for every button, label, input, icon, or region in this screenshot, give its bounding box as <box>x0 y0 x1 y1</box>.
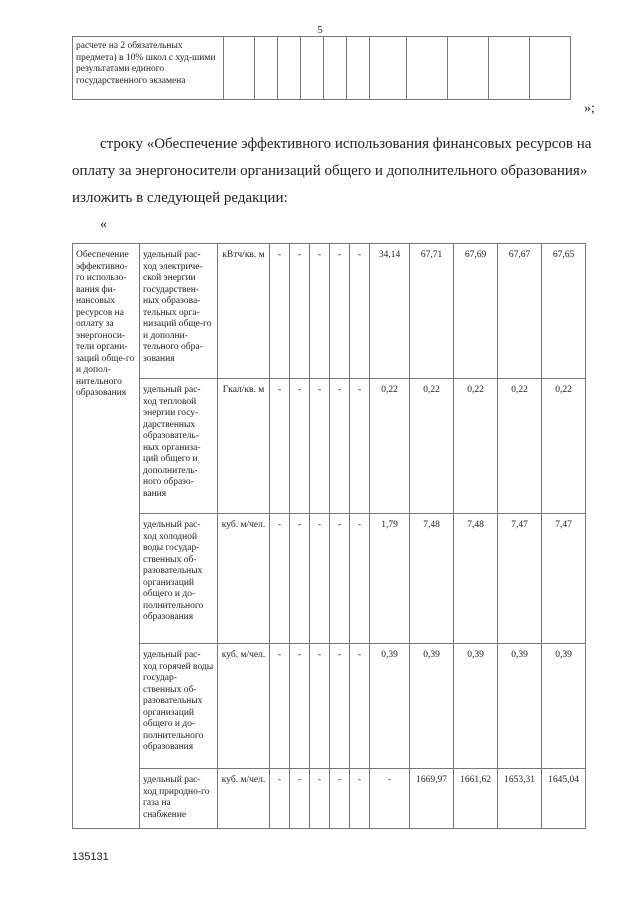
value-cell: 0,22 <box>370 379 410 514</box>
value-cell: 0,22 <box>410 379 454 514</box>
value-cell: - <box>330 379 350 514</box>
value-cell: - <box>350 514 370 644</box>
indicator-cell: удельный рас-ход природно-го газа на снабжение <box>140 769 218 829</box>
value-cell: 0,39 <box>542 644 586 769</box>
top-fragment-cell <box>73 37 224 100</box>
value-cell: - <box>270 244 290 379</box>
value-cell: - <box>310 379 330 514</box>
empty-cell <box>301 37 324 100</box>
table-row <box>73 514 586 644</box>
value-cell: 0,22 <box>454 379 498 514</box>
page-number: 5 <box>317 24 323 36</box>
empty-cell <box>347 37 370 100</box>
unit-cell: куб. м/чел. <box>218 644 270 769</box>
empty-cell <box>224 37 255 100</box>
amendment-paragraph: строку «Обеспечение эффективного использования финансовых ресурсов на оплату за энергоносители организаций общего и дополнительного образования» изложить в следующей редакции: <box>72 136 592 206</box>
indicator-cell: удельный рас-ход горячей воды государ-ственных об-разовательных организаций общего и до-полнительного образования <box>140 644 218 769</box>
top-table-fragment <box>72 36 571 100</box>
value-cell: 0,39 <box>498 644 542 769</box>
value-cell: 7,47 <box>498 514 542 644</box>
table-row <box>73 244 586 379</box>
value-cell: - <box>270 769 290 829</box>
indicator-cell: удельный рас-ход холодной воды государ-ственных об-разовательных организаций общего и до-полнительного образования <box>140 514 218 644</box>
value-cell: 67,71 <box>410 244 454 379</box>
value-cell: - <box>350 644 370 769</box>
top-fragment-text: расчете на 2 обязательных предмета) в 10% школ с худ-шими результатами единого государственного экзамена <box>76 41 216 86</box>
value-cell: - <box>290 244 310 379</box>
document-code: 135131 <box>72 851 109 863</box>
value-cell: 1669,97 <box>410 769 454 829</box>
value-cell: 0,22 <box>498 379 542 514</box>
opening-quote: « <box>100 217 107 232</box>
empty-cell <box>489 37 530 100</box>
value-cell: - <box>330 244 350 379</box>
empty-cell <box>324 37 347 100</box>
indicators-table <box>72 243 586 829</box>
value-cell: - <box>290 769 310 829</box>
empty-cell <box>255 37 278 100</box>
indicator-cell: удельный рас-ход электриче-ской энергии государствен-ных образова-тельных орга-низаций обще-го и дополни-тельного обра-зования <box>140 244 218 379</box>
empty-cell <box>370 37 407 100</box>
value-cell: - <box>310 769 330 829</box>
value-cell: 34,14 <box>370 244 410 379</box>
category-cell: Обеспечение эффективно-го использо-вания фи-нансовых ресурсов на оплату за энергоноси-тели органи-заций обще-го и допол-нительного образования <box>73 244 140 829</box>
value-cell: - <box>290 514 310 644</box>
value-cell: - <box>310 514 330 644</box>
unit-cell: кВтч/кв. м <box>218 244 270 379</box>
table-row <box>73 37 571 100</box>
value-cell: - <box>350 379 370 514</box>
value-cell: 67,65 <box>542 244 586 379</box>
unit-cell: куб. м/чел. <box>218 769 270 829</box>
value-cell: 0,22 <box>542 379 586 514</box>
unit-cell: Гкал/кв. м <box>218 379 270 514</box>
table-row <box>73 379 586 514</box>
table-row <box>73 644 586 769</box>
table-row <box>73 769 586 829</box>
indicator-cell: удельный рас-ход тепловой энергии госу-дарственных образователь-ных организа-ций общего и дополнитель-ного образо-вания <box>140 379 218 514</box>
value-cell: - <box>370 769 410 829</box>
value-cell: 7,47 <box>542 514 586 644</box>
value-cell: 0,39 <box>410 644 454 769</box>
value-cell: 0,39 <box>370 644 410 769</box>
value-cell: 7,48 <box>454 514 498 644</box>
value-cell: - <box>270 644 290 769</box>
value-cell: - <box>290 644 310 769</box>
value-cell: - <box>310 244 330 379</box>
value-cell: 1653,31 <box>498 769 542 829</box>
value-cell: - <box>310 644 330 769</box>
value-cell: - <box>330 644 350 769</box>
value-cell: - <box>330 769 350 829</box>
value-cell: - <box>270 379 290 514</box>
value-cell: 1661,62 <box>454 769 498 829</box>
closing-quote: »; <box>584 101 595 116</box>
unit-cell: куб. м/чел. <box>218 514 270 644</box>
value-cell: 67,67 <box>498 244 542 379</box>
empty-cell <box>530 37 571 100</box>
value-cell: - <box>290 379 310 514</box>
value-cell: 67,69 <box>454 244 498 379</box>
value-cell: - <box>270 514 290 644</box>
value-cell: - <box>330 514 350 644</box>
value-cell: - <box>350 769 370 829</box>
empty-cell <box>448 37 489 100</box>
value-cell: 7,48 <box>410 514 454 644</box>
value-cell: 1,79 <box>370 514 410 644</box>
empty-cell <box>407 37 448 100</box>
value-cell: 0,39 <box>454 644 498 769</box>
value-cell: - <box>350 244 370 379</box>
empty-cell <box>278 37 301 100</box>
value-cell: 1645,04 <box>542 769 586 829</box>
